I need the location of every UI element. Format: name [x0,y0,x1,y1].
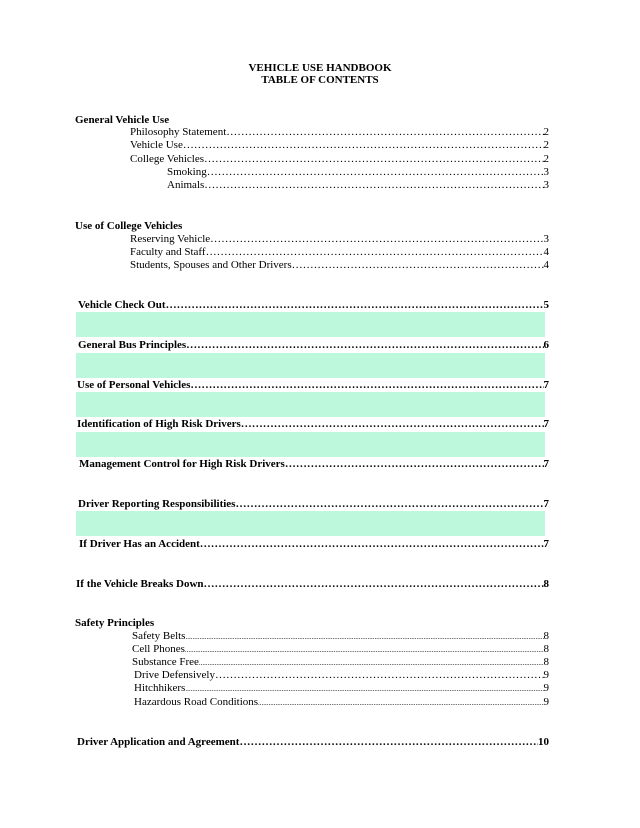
page-number: 9 [543,669,549,681]
toc-entry-animals[interactable]: Animals ………………………………………………………………………………………………………………………………………………………………………………………………… 3 [167,179,549,192]
page-number: 3 [543,233,549,245]
toc-entry-driver-application-agreement[interactable]: Driver Application and Agreement ………………………………………………………………………………………………………………………………………………………………………………………………… 10 [77,736,549,749]
page-number: 6 [543,339,549,351]
page-number: 2 [543,153,549,165]
page-number: 10 [538,736,549,748]
toc-entry-drive-defensively[interactable]: Drive Defensively ………………………………………………………………………………………………………………………………………………………………………………………………… 9 [134,669,549,682]
page-number: 3 [543,179,549,191]
page-number: 7 [543,458,549,470]
page-number: 3 [543,166,549,178]
page-number: 4 [543,259,549,271]
toc-entry-students-spouses[interactable]: Students, Spouses and Other Drivers ………………………………………………………………………………………………………………………………………………………………………………………………… 4 [130,259,549,272]
page-number: 7 [543,538,549,550]
toc-entry-hitchhikers[interactable]: Hitchhikers ..... 9 [134,682,549,696]
toc-entry-vehicle-breaks-down[interactable]: If the Vehicle Breaks Down ………………………………………………………………………………………………………………………………………………………………………………………………… 8 [76,578,549,591]
highlight-band [76,312,545,337]
toc-entry-vehicle-check-out[interactable]: Vehicle Check Out ………………………………………………………………………………………………………………………………………………………………………………………………… 5 [78,299,549,312]
document-title: VEHICLE USE HANDBOOK [248,62,392,74]
toc-entry-identification-high-risk-drivers[interactable]: Identification of High Risk Drivers ………………………………………………………………………………………………………………………………………………………………………………………………… 7 [77,418,549,431]
highlight-band [76,432,545,457]
section-heading-safety-principles: Safety Principles [75,617,155,629]
page-number: 8 [543,578,549,590]
toc-entry-management-control-high-risk[interactable]: Management Control for High Risk Drivers ………………………………………………………………………………………………………………………………………………………………………………………………… 7 [79,458,549,471]
toc-entry-use-of-personal-vehicles[interactable]: Use of Personal Vehicles ………………………………………………………………………………………………………………………………………………………………………………………………… 7 [77,379,549,392]
toc-entry-substance-free[interactable]: Substance Free ..... 8 [132,656,549,670]
toc-entry-vehicle-use[interactable]: Vehicle Use ………………………………………………………………………………………………………………………………………………………………………………………………… 2 [130,139,549,152]
page-number: 8 [543,630,549,642]
toc-entry-general-bus-principles[interactable]: General Bus Principles ………………………………………………………………………………………………………………………………………………………………………………………………… 6 [78,339,549,352]
page-number: 2 [543,139,549,151]
page-number: 9 [543,696,549,708]
toc-entry-if-driver-has-accident[interactable]: If Driver Has an Accident ………………………………………………………………………………………………………………………………………………………………………………………………… 7 [79,538,549,551]
document-subtitle: TABLE OF CONTENTS [261,74,379,86]
page-number: 8 [543,656,549,668]
page-number: 4 [543,246,549,258]
highlight-band [76,392,545,417]
toc-entry-smoking[interactable]: Smoking ………………………………………………………………………………………………………………………………………………………………………………………………… 3 [167,166,549,179]
page-number: 7 [543,379,549,391]
toc-entry-cell-phones[interactable]: Cell Phones ..... 8 [132,643,549,657]
toc-entry-philosophy-statement[interactable]: Philosophy Statement ………………………………………………………………………………………………………………………………………………………………………………………………… 2 [130,126,549,139]
page-number: 5 [543,299,549,311]
toc-entry-hazardous-road-conditions[interactable]: Hazardous Road Conditions ..... 9 [134,696,549,710]
page-number: 7 [543,498,549,510]
toc-entry-college-vehicles[interactable]: College Vehicles ………………………………………………………………………………………………………………………………………………………………………………………………… 2 [130,153,549,166]
toc-entry-driver-reporting-responsibilities[interactable]: Driver Reporting Responsibilities ………………………………………………………………………………………………………………………………………………………………………………………………… 7 [78,498,549,511]
section-heading-general-vehicle-use: General Vehicle Use [75,114,170,126]
section-heading-use-of-college-vehicles: Use of College Vehicles [75,220,183,232]
page-number: 2 [543,126,549,138]
page-number: 7 [543,418,549,430]
toc-entry-safety-belts[interactable]: Safety Belts ..... 8 [132,630,549,644]
page-number: 9 [543,682,549,694]
highlight-band [76,511,545,536]
toc-entry-faculty-and-staff[interactable]: Faculty and Staff ………………………………………………………………………………………………………………………………………………………………………………………………… 4 [130,246,549,259]
highlight-band [76,353,545,378]
page-number: 8 [543,643,549,655]
toc-entry-reserving-vehicle[interactable]: Reserving Vehicle ………………………………………………………………………………………………………………………………………………………………………………………………… 3 [130,233,549,246]
